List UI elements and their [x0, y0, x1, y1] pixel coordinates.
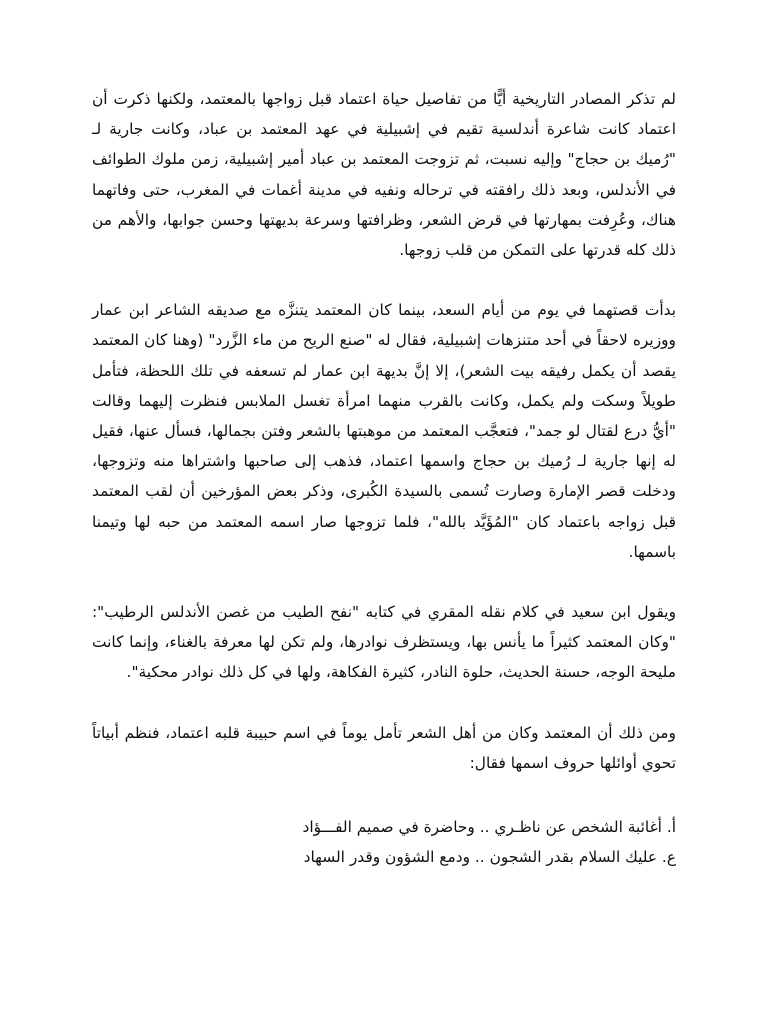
paragraph-ibn-said-quote: ويقول ابن سعيد في كلام نقله المقري في كتابه "نفح الطيب من غصن الأندلس الرطيب": "وكان المعتمد كثيراً ما يأنس بها، ويستظرف نوادرها، ولم تكن لها معرفة بالغناء، وإنما كانت مليحة الوجه، حسنة الحديث، حلوة النادر، كثيرة الفكاهة، ولها في كل ذلك نوادر محكية". [92, 603, 676, 682]
poem-line-ain: ع. عليك السلام بقدر الشجون .. ودمع الشؤون وقدر السهاد [303, 848, 676, 867]
poem-block [92, 812, 676, 872]
paragraph-poem-intro: ومن ذلك أن المعتمد وكان من أهل الشعر تأمل يوماً في اسم حبيبة قلبه اعتماد، فنظم أبياتاً تحوي أوائلها حروف اسمها فقال: [92, 723, 676, 772]
article-body [92, 84, 676, 872]
paragraph-itimad-background: لم تذكر المصادر التاريخية أيًّا من تفاصيل حياة اعتماد قبل زواجها بالمعتمد، ولكنها ذكرت أن اعتماد كانت شاعرة أندلسية تقيم في إشبيلية في عهد المعتمد بن عباد، وكانت جارية لـ "رُميك بن حجاج" وإليه نسبت، ثم تزوجت المعتمد بن عباد أمير إشبيلية، زمن ملوك الطوائف في الأندلس، وبعد ذلك رافقته في ترحاله ونفيه في مدينة أغمات في المغرب، حتى وفاتهما هناك، وعُرِفت بمهارتها في قرض الشعر، وظرافتها وسرعة بديهتها وحسن جوابها، والأهم من ذلك كله قدرتها على التمكن من قلب زوجها. [92, 90, 676, 260]
poem-line-alif: أ. أغائبة الشخص عن ناظـري .. وحاضرة في صميم الفـــؤاد [302, 818, 676, 837]
paragraph-first-meeting: بدأت قصتهما في يوم من أيام السعد، بينما كان المعتمد يتنزَّه مع صديقه الشاعر ابن عمار ووزيره لاحقاً في أحد متنزهات إشبيلية، فقال له "صنع الريح من ماء الزَّرد" (وهنا كان المعتمد يقصد أن يكمل رفيقه بيت الشعر)، إلا إنَّ بديهة ابن عمار لم تسعفه في تلك اللحظة، فتأمل طويلاً وسكت ولم يكمل، وكانت بالقرب منهما امرأة تغسل الملابس فنظرت إليهما وقالت "أيُّ درع لقتال لو جمد"، فتعجَّب المعتمد من موهبتها بالشعر وفتن بجمالها، فسأل عنها، فقيل له إنها جارية لـ رُميك بن حجاج واسمها اعتماد، فذهب إلى صاحبها واشتراها منه وتزوجها، ودخلت قصر الإمارة وصارت تُسمى بالسيدة الكُبرى، وذكر بعض المؤرخين أن لقب المعتمد قبل زواجه باعتماد كان "المُؤَيَّد بالله"، فلما تزوجها صار اسمه المعتمد من حبه لها وتيمنا باسمها. [92, 301, 676, 561]
